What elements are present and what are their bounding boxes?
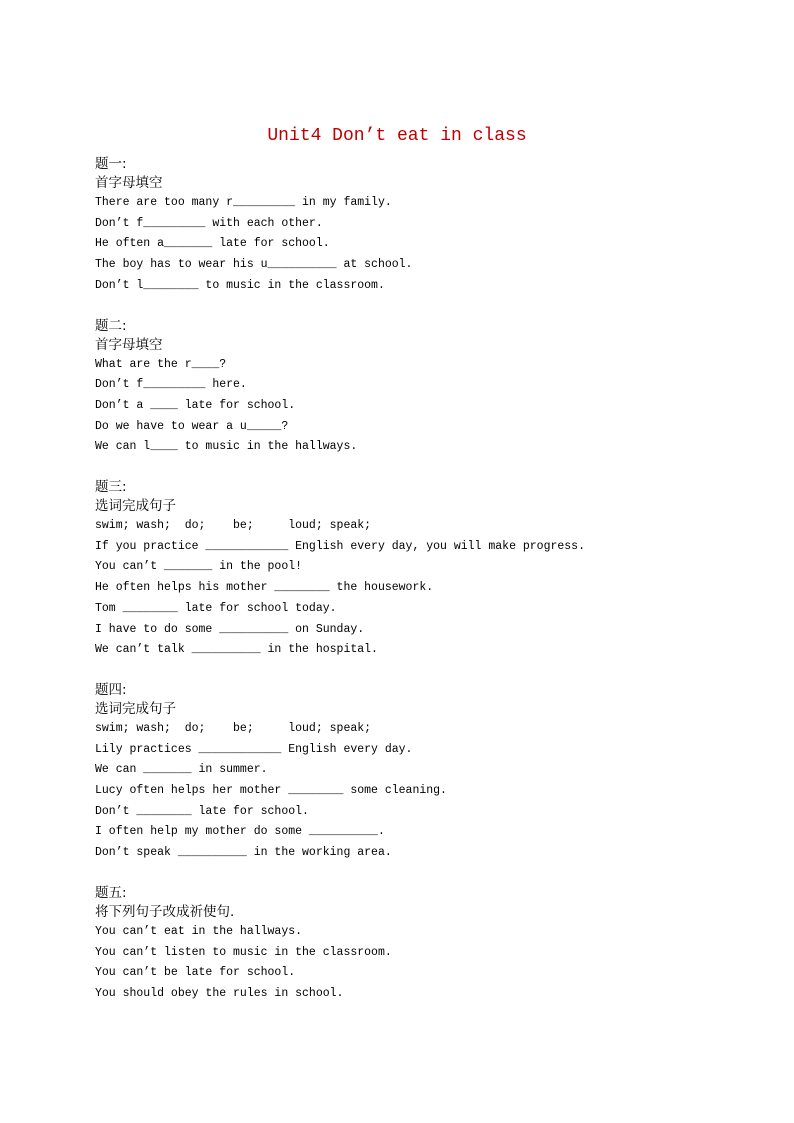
word-bank: swim; wash; do; be; loud; speak; — [95, 721, 372, 735]
section-heading: 题一: — [95, 156, 127, 172]
exercise-line: Lucy often helps her mother ________ some cleaning. — [95, 784, 447, 798]
exercise-line: Don’t f_________ with each other. — [95, 216, 323, 230]
exercise-line: If you practice ____________ English every day, you will make progress. — [95, 539, 585, 553]
exercise-line: You can’t listen to music in the classroom. — [95, 945, 392, 959]
exercise-line: Don’t a ____ late for school. — [95, 398, 296, 412]
section-instruction: 首字母填空 — [95, 336, 163, 353]
exercise-line: Do we have to wear a u_____? — [95, 419, 289, 433]
exercise-line: Don’t speak __________ in the working area. — [95, 846, 392, 860]
exercise-line: I have to do some __________ on Sunday. — [95, 622, 365, 636]
exercise-line: You can’t _______ in the pool! — [95, 560, 303, 574]
exercise-line: We can l____ to music in the hallways. — [95, 440, 358, 454]
section-instruction: 选词完成句子 — [95, 498, 176, 515]
exercise-line: We can’t talk __________ in the hospital. — [95, 643, 378, 657]
exercise-line: You can’t eat in the hallways. — [95, 924, 303, 938]
section-heading: 题四: — [95, 681, 127, 698]
exercise-line: He often helps his mother ________ the housework. — [95, 581, 434, 595]
exercise-line: I often help my mother do some __________. — [95, 825, 385, 839]
section-heading: 题三: — [95, 479, 127, 496]
exercise-line: There are too many r_________ in my family. — [95, 196, 392, 209]
section-5 — [95, 884, 735, 1005]
section-2 — [95, 317, 735, 459]
section-heading: 题二: — [95, 317, 127, 334]
exercise-line: He often a_______ late for school. — [95, 237, 330, 251]
section-1 — [95, 155, 735, 297]
section-4 — [95, 681, 735, 864]
section-heading: 题五: — [95, 884, 127, 901]
section-instruction: 将下列句子改成祈使句. — [95, 903, 235, 920]
section-instruction: 选词完成句子 — [95, 700, 176, 717]
exercise-line: Don’t f_________ here. — [95, 378, 247, 392]
exercise-line: We can _______ in summer. — [95, 763, 268, 777]
word-bank: swim; wash; do; be; loud; speak; — [95, 519, 372, 533]
exercise-line: You can’t be late for school. — [95, 966, 296, 980]
page-title: Unit4 Don’t eat in class — [267, 126, 527, 146]
exercise-line: Tom ________ late for school today. — [95, 601, 337, 615]
exercise-content — [95, 155, 735, 1025]
exercise-line: Lily practices ____________ English every day. — [95, 742, 413, 756]
exercise-line: Don’t l________ to music in the classroom. — [95, 278, 385, 292]
exercise-line: You should obey the rules in school. — [95, 986, 344, 1000]
exercise-line: What are the r____? — [95, 357, 227, 371]
section-3 — [95, 478, 735, 661]
section-instruction: 首字母填空 — [95, 175, 163, 191]
exercise-line: Don’t ________ late for school. — [95, 804, 309, 818]
exercise-line: The boy has to wear his u__________ at school. — [95, 258, 413, 272]
